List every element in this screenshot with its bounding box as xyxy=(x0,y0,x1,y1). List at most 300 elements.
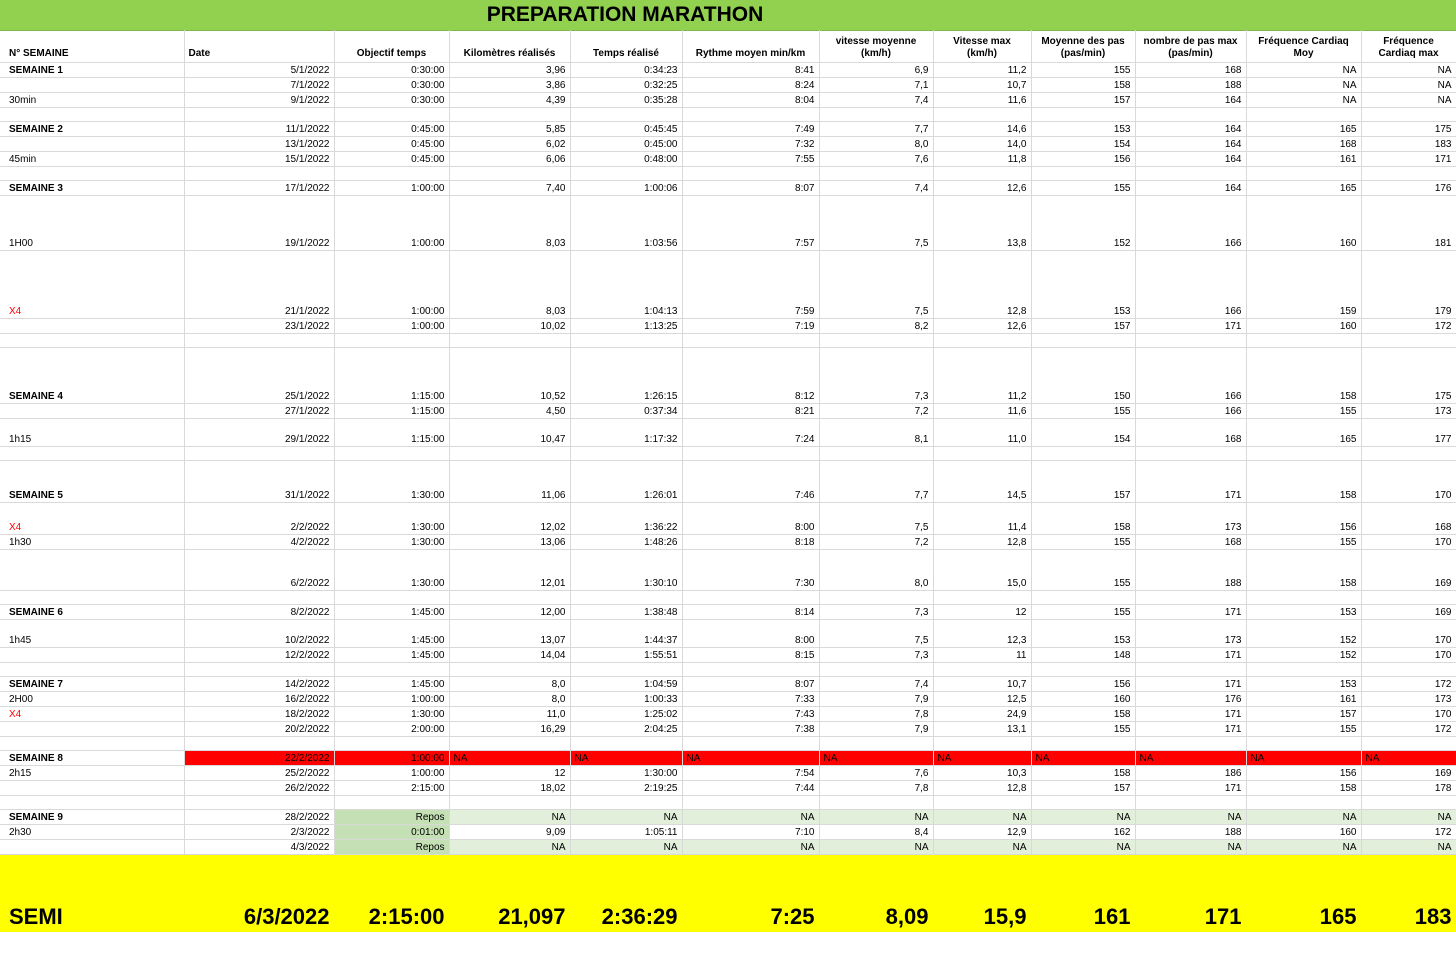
data-cell[interactable]: 164 xyxy=(1135,181,1246,196)
empty-cell[interactable] xyxy=(449,447,570,461)
data-cell[interactable]: 11,06 xyxy=(449,461,570,503)
empty-cell[interactable] xyxy=(449,591,570,605)
data-cell[interactable]: 7,3 xyxy=(819,348,933,404)
data-cell[interactable]: 1:00:06 xyxy=(570,181,682,196)
data-cell[interactable]: NA xyxy=(1031,840,1135,855)
data-cell[interactable]: 12,8 xyxy=(933,535,1031,550)
data-cell[interactable]: 170 xyxy=(1361,648,1456,663)
data-cell[interactable]: 7,7 xyxy=(819,461,933,503)
data-cell[interactable]: 1:00:00 xyxy=(334,319,449,334)
data-cell[interactable]: 1:38:48 xyxy=(570,605,682,620)
data-cell[interactable]: 16,29 xyxy=(449,722,570,737)
data-cell[interactable]: 156 xyxy=(1031,677,1135,692)
data-cell[interactable]: NA xyxy=(819,840,933,855)
empty-cell[interactable] xyxy=(184,447,334,461)
data-cell[interactable]: 1:44:37 xyxy=(570,620,682,648)
data-cell[interactable]: 1:15:00 xyxy=(334,348,449,404)
data-cell[interactable]: 160 xyxy=(1246,319,1361,334)
data-cell[interactable]: 155 xyxy=(1031,404,1135,419)
data-cell[interactable]: 155 xyxy=(1031,535,1135,550)
empty-cell[interactable] xyxy=(819,334,933,348)
data-cell[interactable]: 164 xyxy=(1135,93,1246,108)
empty-cell[interactable] xyxy=(570,737,682,751)
data-cell[interactable]: 7/1/2022 xyxy=(184,78,334,93)
data-cell[interactable]: 8:18 xyxy=(682,535,819,550)
week-label-cell[interactable]: SEMAINE 9 xyxy=(0,810,184,825)
empty-cell[interactable] xyxy=(184,737,334,751)
data-cell[interactable]: 7,4 xyxy=(819,93,933,108)
data-cell[interactable]: 9/1/2022 xyxy=(184,93,334,108)
data-cell[interactable]: 7,2 xyxy=(819,404,933,419)
data-cell[interactable]: 171 xyxy=(1135,707,1246,722)
data-cell[interactable]: 172 xyxy=(1361,722,1456,737)
data-cell[interactable]: 14,0 xyxy=(933,137,1031,152)
data-cell[interactable]: 8:24 xyxy=(682,78,819,93)
data-cell[interactable]: 8,1 xyxy=(819,419,933,447)
data-cell[interactable]: 8,03 xyxy=(449,251,570,319)
data-cell[interactable]: 1:26:15 xyxy=(570,348,682,404)
data-cell[interactable]: NA xyxy=(1246,840,1361,855)
data-cell[interactable]: 170 xyxy=(1361,707,1456,722)
empty-cell[interactable] xyxy=(1361,796,1456,810)
empty-cell[interactable] xyxy=(933,737,1031,751)
data-cell[interactable]: 3,86 xyxy=(449,78,570,93)
data-cell[interactable]: 152 xyxy=(1246,648,1361,663)
empty-cell[interactable] xyxy=(819,663,933,677)
data-cell[interactable]: 0:32:25 xyxy=(570,78,682,93)
data-cell[interactable]: 154 xyxy=(1031,137,1135,152)
data-cell[interactable]: 7:44 xyxy=(682,781,819,796)
data-cell[interactable]: 160 xyxy=(1246,825,1361,840)
data-cell[interactable]: 14,5 xyxy=(933,461,1031,503)
data-cell[interactable]: NA xyxy=(1361,751,1456,766)
empty-cell[interactable] xyxy=(682,167,819,181)
data-cell[interactable]: 168 xyxy=(1361,503,1456,535)
data-cell[interactable]: 14,6 xyxy=(933,122,1031,137)
empty-cell[interactable] xyxy=(334,167,449,181)
empty-cell[interactable] xyxy=(184,796,334,810)
data-cell[interactable]: 164 xyxy=(1135,152,1246,167)
empty-cell[interactable] xyxy=(449,334,570,348)
empty-cell[interactable] xyxy=(570,663,682,677)
empty-cell[interactable] xyxy=(570,591,682,605)
data-cell[interactable]: 12,01 xyxy=(449,550,570,591)
data-cell[interactable]: 173 xyxy=(1135,620,1246,648)
empty-cell[interactable] xyxy=(682,737,819,751)
data-cell[interactable]: 23/1/2022 xyxy=(184,319,334,334)
data-cell[interactable]: 11,4 xyxy=(933,503,1031,535)
week-label-cell[interactable]: SEMAINE 4 xyxy=(0,348,184,404)
data-cell[interactable]: 164 xyxy=(1135,122,1246,137)
data-cell[interactable]: NA xyxy=(1031,751,1135,766)
data-cell[interactable]: 11,8 xyxy=(933,152,1031,167)
data-cell[interactable]: 16/2/2022 xyxy=(184,692,334,707)
data-cell[interactable]: 7,6 xyxy=(819,152,933,167)
data-cell[interactable]: 156 xyxy=(1246,766,1361,781)
total-cell[interactable]: 6/3/2022 xyxy=(184,855,334,932)
empty-cell[interactable] xyxy=(819,591,933,605)
data-cell[interactable]: 169 xyxy=(1361,550,1456,591)
data-cell[interactable]: 10,3 xyxy=(933,766,1031,781)
data-cell[interactable]: 18,02 xyxy=(449,781,570,796)
data-cell[interactable]: 158 xyxy=(1246,461,1361,503)
data-cell[interactable]: 8,0 xyxy=(449,692,570,707)
data-cell[interactable]: 152 xyxy=(1246,620,1361,648)
data-cell[interactable]: 7,4 xyxy=(819,677,933,692)
empty-cell[interactable] xyxy=(449,663,570,677)
data-cell[interactable]: 21/1/2022 xyxy=(184,251,334,319)
total-cell[interactable]: 7:25 xyxy=(682,855,819,932)
empty-cell[interactable] xyxy=(1246,334,1361,348)
data-cell[interactable]: 12,00 xyxy=(449,605,570,620)
empty-cell[interactable] xyxy=(1361,447,1456,461)
data-cell[interactable]: 11,2 xyxy=(933,63,1031,78)
data-cell[interactable]: 12/2/2022 xyxy=(184,648,334,663)
data-cell[interactable]: 22/2/2022 xyxy=(184,751,334,766)
data-cell[interactable]: 1:30:00 xyxy=(334,550,449,591)
data-cell[interactable]: 18/2/2022 xyxy=(184,707,334,722)
data-cell[interactable]: 168 xyxy=(1246,137,1361,152)
data-cell[interactable]: 1:13:25 xyxy=(570,319,682,334)
data-cell[interactable]: 170 xyxy=(1361,461,1456,503)
data-cell[interactable]: NA xyxy=(819,810,933,825)
data-cell[interactable]: 172 xyxy=(1361,825,1456,840)
empty-cell[interactable] xyxy=(0,737,184,751)
data-cell[interactable]: NA xyxy=(1246,810,1361,825)
empty-cell[interactable] xyxy=(682,447,819,461)
data-cell[interactable]: 1:30:00 xyxy=(334,461,449,503)
empty-cell[interactable] xyxy=(570,447,682,461)
data-cell[interactable]: 1:00:00 xyxy=(334,751,449,766)
data-cell[interactable]: 172 xyxy=(1361,319,1456,334)
data-cell[interactable]: 0:48:00 xyxy=(570,152,682,167)
data-cell[interactable]: 0:30:00 xyxy=(334,93,449,108)
data-cell[interactable]: 168 xyxy=(1135,419,1246,447)
data-cell[interactable]: 6/2/2022 xyxy=(184,550,334,591)
week-label-cell[interactable] xyxy=(0,722,184,737)
data-cell[interactable]: 171 xyxy=(1135,605,1246,620)
empty-cell[interactable] xyxy=(0,796,184,810)
week-label-cell[interactable]: SEMAINE 8 xyxy=(0,751,184,766)
data-cell[interactable]: 162 xyxy=(1031,825,1135,840)
data-cell[interactable]: 17/1/2022 xyxy=(184,181,334,196)
data-cell[interactable]: 8:41 xyxy=(682,63,819,78)
data-cell[interactable]: 7,5 xyxy=(819,620,933,648)
data-cell[interactable]: NA xyxy=(449,840,570,855)
empty-cell[interactable] xyxy=(1031,663,1135,677)
data-cell[interactable]: 178 xyxy=(1361,781,1456,796)
empty-cell[interactable] xyxy=(334,796,449,810)
data-cell[interactable]: 158 xyxy=(1031,766,1135,781)
data-cell[interactable]: 12,5 xyxy=(933,692,1031,707)
data-cell[interactable]: 11,6 xyxy=(933,93,1031,108)
data-cell[interactable]: 8:12 xyxy=(682,348,819,404)
empty-cell[interactable] xyxy=(682,591,819,605)
data-cell[interactable]: 171 xyxy=(1135,648,1246,663)
data-cell[interactable]: 1:05:11 xyxy=(570,825,682,840)
empty-cell[interactable] xyxy=(933,108,1031,122)
empty-cell[interactable] xyxy=(570,167,682,181)
data-cell[interactable]: 159 xyxy=(1246,251,1361,319)
data-cell[interactable]: 155 xyxy=(1031,550,1135,591)
data-cell[interactable]: NA xyxy=(1246,93,1361,108)
data-cell[interactable]: 156 xyxy=(1031,152,1135,167)
data-cell[interactable]: 150 xyxy=(1031,348,1135,404)
empty-cell[interactable] xyxy=(819,737,933,751)
data-cell[interactable]: 165 xyxy=(1246,122,1361,137)
empty-cell[interactable] xyxy=(184,167,334,181)
data-cell[interactable]: 1:00:00 xyxy=(334,196,449,251)
data-cell[interactable]: NA xyxy=(1135,810,1246,825)
data-cell[interactable]: 10,52 xyxy=(449,348,570,404)
empty-cell[interactable] xyxy=(1246,796,1361,810)
data-cell[interactable]: 6,02 xyxy=(449,137,570,152)
total-label-cell[interactable]: SEMI xyxy=(0,855,184,932)
data-cell[interactable]: 27/1/2022 xyxy=(184,404,334,419)
empty-cell[interactable] xyxy=(449,167,570,181)
data-cell[interactable]: 153 xyxy=(1031,620,1135,648)
data-cell[interactable]: 8,4 xyxy=(819,825,933,840)
week-label-cell[interactable] xyxy=(0,840,184,855)
data-cell[interactable]: 7:32 xyxy=(682,137,819,152)
data-cell[interactable]: 1:30:00 xyxy=(570,766,682,781)
data-cell[interactable]: 2/3/2022 xyxy=(184,825,334,840)
data-cell[interactable]: 8:00 xyxy=(682,620,819,648)
empty-cell[interactable] xyxy=(1135,447,1246,461)
data-cell[interactable]: 7:33 xyxy=(682,692,819,707)
data-cell[interactable]: 29/1/2022 xyxy=(184,419,334,447)
data-cell[interactable]: 12 xyxy=(449,766,570,781)
data-cell[interactable]: 8:14 xyxy=(682,605,819,620)
data-cell[interactable]: 12 xyxy=(933,605,1031,620)
data-cell[interactable]: 7,5 xyxy=(819,251,933,319)
empty-cell[interactable] xyxy=(1135,334,1246,348)
data-cell[interactable]: 157 xyxy=(1031,781,1135,796)
data-cell[interactable]: 7,3 xyxy=(819,648,933,663)
data-cell[interactable]: 7,8 xyxy=(819,707,933,722)
data-cell[interactable]: NA xyxy=(1246,751,1361,766)
empty-cell[interactable] xyxy=(1135,167,1246,181)
data-cell[interactable]: 170 xyxy=(1361,535,1456,550)
week-label-cell[interactable] xyxy=(0,78,184,93)
data-cell[interactable]: 15/1/2022 xyxy=(184,152,334,167)
empty-cell[interactable] xyxy=(1135,591,1246,605)
data-cell[interactable]: 8,2 xyxy=(819,319,933,334)
data-cell[interactable]: 10,7 xyxy=(933,78,1031,93)
data-cell[interactable]: 171 xyxy=(1135,781,1246,796)
data-cell[interactable]: 19/1/2022 xyxy=(184,196,334,251)
data-cell[interactable]: 2:04:25 xyxy=(570,722,682,737)
empty-cell[interactable] xyxy=(334,591,449,605)
data-cell[interactable]: 1:00:00 xyxy=(334,692,449,707)
empty-cell[interactable] xyxy=(1246,737,1361,751)
data-cell[interactable]: 7:49 xyxy=(682,122,819,137)
data-cell[interactable]: 7,4 xyxy=(819,181,933,196)
empty-cell[interactable] xyxy=(1031,591,1135,605)
empty-cell[interactable] xyxy=(1361,737,1456,751)
empty-cell[interactable] xyxy=(1135,108,1246,122)
data-cell[interactable]: 7,9 xyxy=(819,692,933,707)
data-cell[interactable]: 181 xyxy=(1361,196,1456,251)
empty-cell[interactable] xyxy=(1031,334,1135,348)
empty-cell[interactable] xyxy=(0,591,184,605)
empty-cell[interactable] xyxy=(1246,447,1361,461)
week-label-cell[interactable]: 30min xyxy=(0,93,184,108)
week-label-cell[interactable] xyxy=(0,648,184,663)
data-cell[interactable]: 172 xyxy=(1361,677,1456,692)
column-header-cell[interactable]: vitesse moyenne (km/h) xyxy=(819,30,933,63)
data-cell[interactable]: 11,0 xyxy=(449,707,570,722)
week-label-cell[interactable]: 45min xyxy=(0,152,184,167)
empty-cell[interactable] xyxy=(682,663,819,677)
week-label-cell[interactable]: 1h15 xyxy=(0,419,184,447)
data-cell[interactable]: 10,02 xyxy=(449,319,570,334)
data-cell[interactable]: 157 xyxy=(1031,319,1135,334)
week-label-cell[interactable]: SEMAINE 7 xyxy=(0,677,184,692)
data-cell[interactable]: NA xyxy=(933,810,1031,825)
week-label-cell[interactable]: 2H00 xyxy=(0,692,184,707)
data-cell[interactable]: 14,04 xyxy=(449,648,570,663)
data-cell[interactable]: 6,06 xyxy=(449,152,570,167)
data-cell[interactable]: 7:19 xyxy=(682,319,819,334)
data-cell[interactable]: 13,06 xyxy=(449,535,570,550)
data-cell[interactable]: 177 xyxy=(1361,419,1456,447)
data-cell[interactable]: 7,5 xyxy=(819,196,933,251)
data-cell[interactable]: 153 xyxy=(1031,251,1135,319)
data-cell[interactable]: 7:30 xyxy=(682,550,819,591)
data-cell[interactable]: 7,7 xyxy=(819,122,933,137)
empty-cell[interactable] xyxy=(1246,167,1361,181)
data-cell[interactable]: 4/2/2022 xyxy=(184,535,334,550)
data-cell[interactable]: 1:30:00 xyxy=(334,503,449,535)
data-cell[interactable]: 7:55 xyxy=(682,152,819,167)
data-cell[interactable]: NA xyxy=(1361,93,1456,108)
data-cell[interactable]: 2/2/2022 xyxy=(184,503,334,535)
data-cell[interactable]: 1:00:00 xyxy=(334,251,449,319)
empty-cell[interactable] xyxy=(449,796,570,810)
empty-cell[interactable] xyxy=(570,108,682,122)
data-cell[interactable]: 12,6 xyxy=(933,319,1031,334)
data-cell[interactable]: 171 xyxy=(1135,461,1246,503)
data-cell[interactable]: NA xyxy=(1361,78,1456,93)
data-cell[interactable]: 1:00:00 xyxy=(334,181,449,196)
week-label-cell[interactable]: 1H00 xyxy=(0,196,184,251)
data-cell[interactable]: 12,6 xyxy=(933,181,1031,196)
data-cell[interactable]: 12,8 xyxy=(933,251,1031,319)
data-cell[interactable]: 28/2/2022 xyxy=(184,810,334,825)
empty-cell[interactable] xyxy=(334,108,449,122)
data-cell[interactable]: 7,9 xyxy=(819,722,933,737)
data-cell[interactable]: 155 xyxy=(1246,722,1361,737)
data-cell[interactable]: 161 xyxy=(1246,152,1361,167)
data-cell[interactable]: 1:00:33 xyxy=(570,692,682,707)
empty-cell[interactable] xyxy=(0,167,184,181)
data-cell[interactable]: 1:15:00 xyxy=(334,419,449,447)
week-label-cell[interactable]: 1h30 xyxy=(0,535,184,550)
data-cell[interactable]: 155 xyxy=(1031,722,1135,737)
data-cell[interactable]: 1:45:00 xyxy=(334,648,449,663)
week-label-cell[interactable]: X4 xyxy=(0,251,184,319)
data-cell[interactable]: 164 xyxy=(1135,137,1246,152)
data-cell[interactable]: 179 xyxy=(1361,251,1456,319)
data-cell[interactable]: 4/3/2022 xyxy=(184,840,334,855)
data-cell[interactable]: 2:19:25 xyxy=(570,781,682,796)
empty-cell[interactable] xyxy=(184,591,334,605)
week-label-cell[interactable]: 1h45 xyxy=(0,620,184,648)
data-cell[interactable]: 0:37:34 xyxy=(570,404,682,419)
data-cell[interactable]: 8,0 xyxy=(819,550,933,591)
data-cell[interactable]: NA xyxy=(933,840,1031,855)
data-cell[interactable]: NA xyxy=(449,810,570,825)
data-cell[interactable]: 183 xyxy=(1361,137,1456,152)
empty-cell[interactable] xyxy=(570,796,682,810)
data-cell[interactable]: 154 xyxy=(1031,419,1135,447)
data-cell[interactable]: 8,03 xyxy=(449,196,570,251)
data-cell[interactable]: 1:17:32 xyxy=(570,419,682,447)
data-cell[interactable]: NA xyxy=(1361,63,1456,78)
column-header-cell[interactable]: nombre de pas max (pas/min) xyxy=(1135,30,1246,63)
empty-cell[interactable] xyxy=(819,796,933,810)
data-cell[interactable]: 171 xyxy=(1361,152,1456,167)
empty-cell[interactable] xyxy=(334,447,449,461)
week-label-cell[interactable]: X4 xyxy=(0,503,184,535)
data-cell[interactable]: NA xyxy=(1135,840,1246,855)
data-cell[interactable]: 161 xyxy=(1246,692,1361,707)
data-cell[interactable]: 166 xyxy=(1135,348,1246,404)
data-cell[interactable]: 155 xyxy=(1031,605,1135,620)
data-cell[interactable]: 158 xyxy=(1246,781,1361,796)
data-cell[interactable]: 1:30:00 xyxy=(334,707,449,722)
data-cell[interactable]: Repos xyxy=(334,810,449,825)
data-cell[interactable]: 1:04:13 xyxy=(570,251,682,319)
empty-cell[interactable] xyxy=(0,663,184,677)
data-cell[interactable]: NA xyxy=(1246,63,1361,78)
empty-cell[interactable] xyxy=(1361,167,1456,181)
week-label-cell[interactable] xyxy=(0,404,184,419)
week-label-cell[interactable]: SEMAINE 3 xyxy=(0,181,184,196)
data-cell[interactable]: 7,8 xyxy=(819,781,933,796)
data-cell[interactable]: 0:34:23 xyxy=(570,63,682,78)
data-cell[interactable]: 169 xyxy=(1361,605,1456,620)
data-cell[interactable]: 165 xyxy=(1246,181,1361,196)
data-cell[interactable]: 7,2 xyxy=(819,535,933,550)
data-cell[interactable]: 171 xyxy=(1135,722,1246,737)
week-label-cell[interactable] xyxy=(0,781,184,796)
data-cell[interactable]: 6,9 xyxy=(819,63,933,78)
week-label-cell[interactable]: 2h30 xyxy=(0,825,184,840)
column-header-cell[interactable]: Vitesse max (km/h) xyxy=(933,30,1031,63)
data-cell[interactable]: 175 xyxy=(1361,122,1456,137)
data-cell[interactable]: 188 xyxy=(1135,550,1246,591)
column-header-cell[interactable]: Objectif temps xyxy=(334,30,449,63)
empty-cell[interactable] xyxy=(1135,737,1246,751)
week-label-cell[interactable]: SEMAINE 1 xyxy=(0,63,184,78)
data-cell[interactable]: NA xyxy=(682,810,819,825)
total-cell[interactable]: 2:15:00 xyxy=(334,855,449,932)
data-cell[interactable]: NA xyxy=(570,810,682,825)
data-cell[interactable]: 166 xyxy=(1135,251,1246,319)
data-cell[interactable]: 7:38 xyxy=(682,722,819,737)
data-cell[interactable]: NA xyxy=(570,751,682,766)
data-cell[interactable]: 8:04 xyxy=(682,93,819,108)
empty-cell[interactable] xyxy=(184,334,334,348)
data-cell[interactable]: 11 xyxy=(933,648,1031,663)
column-header-cell[interactable]: Temps réalisé xyxy=(570,30,682,63)
data-cell[interactable]: NA xyxy=(449,751,570,766)
data-cell[interactable]: 160 xyxy=(1031,692,1135,707)
empty-cell[interactable] xyxy=(933,663,1031,677)
data-cell[interactable]: 12,8 xyxy=(933,781,1031,796)
